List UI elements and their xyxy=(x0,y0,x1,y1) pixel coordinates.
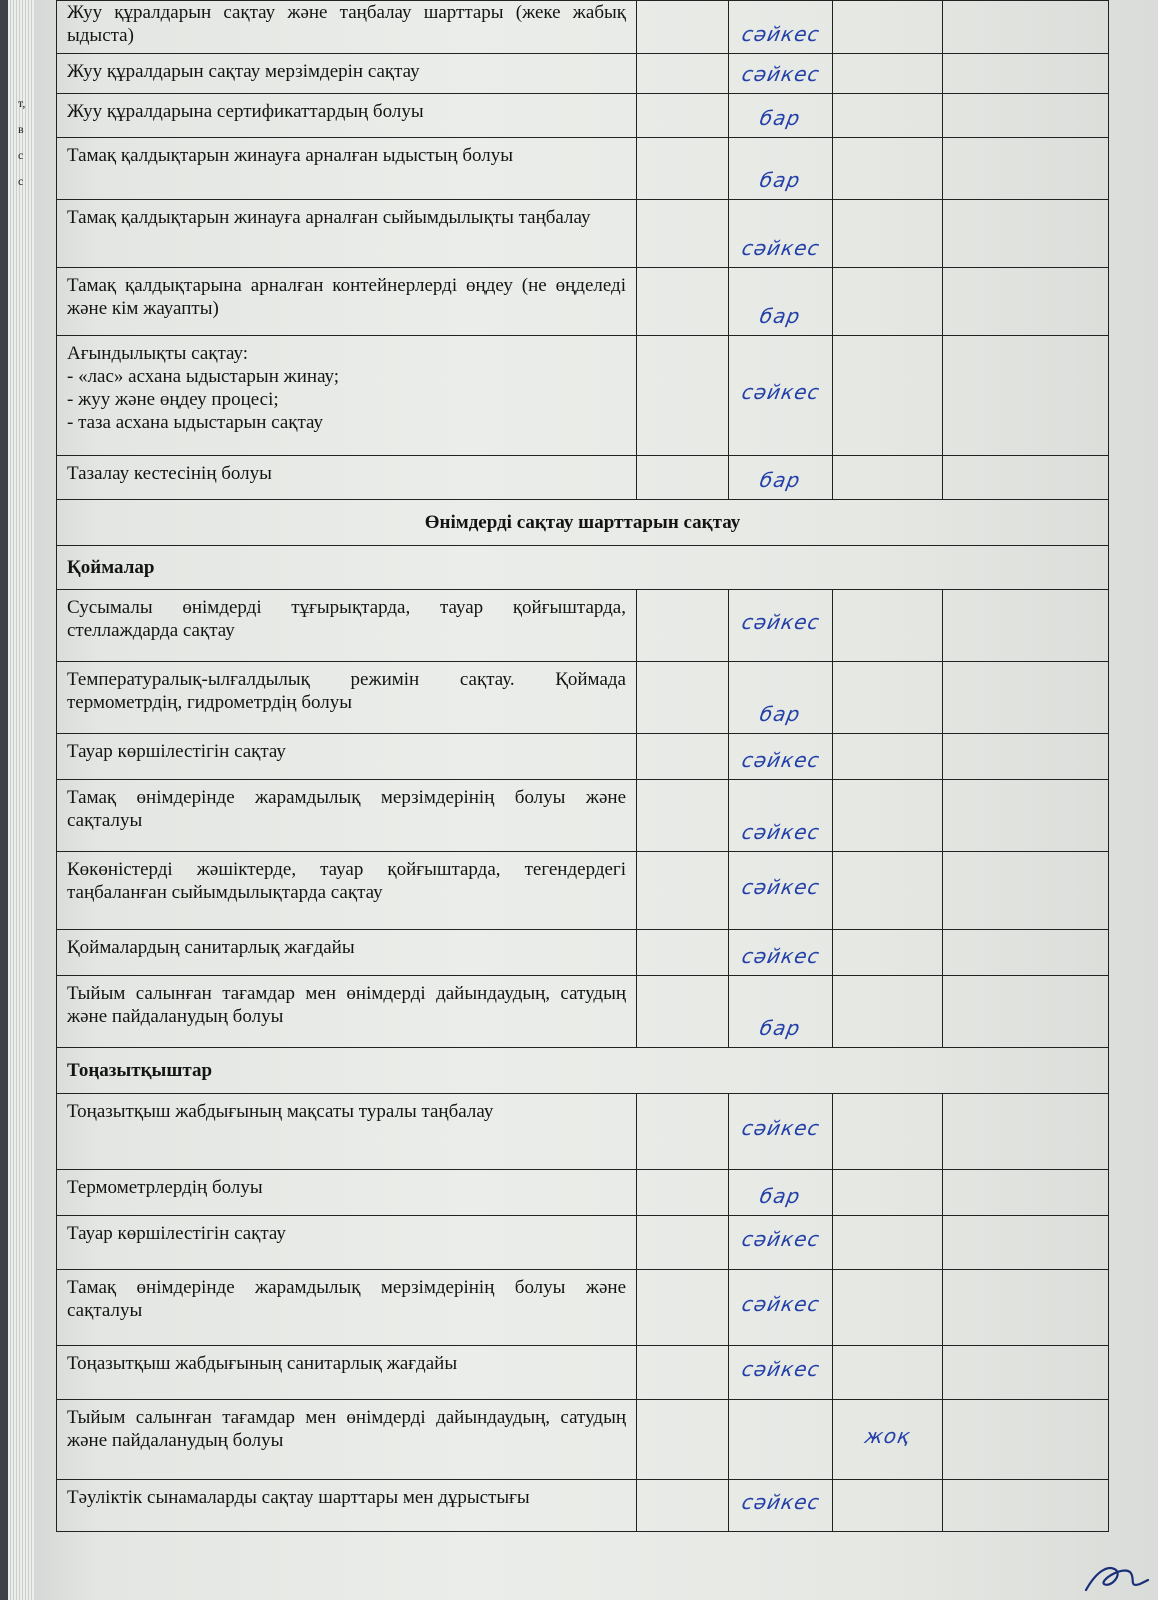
empty-cell xyxy=(637,94,729,138)
compliance-cell xyxy=(729,138,833,200)
table-row xyxy=(57,94,1109,138)
empty-cell xyxy=(637,336,729,456)
table-row xyxy=(57,780,1109,852)
table-row xyxy=(57,930,1109,976)
table-row xyxy=(57,336,1109,456)
empty-cell xyxy=(637,54,729,94)
handwritten-mark: сәйкес xyxy=(739,820,822,844)
criterion-cell xyxy=(57,336,637,456)
table-row xyxy=(57,1,1109,54)
compliance-cell xyxy=(729,1094,833,1170)
notes-cell xyxy=(943,852,1109,930)
empty-cell xyxy=(637,662,729,734)
criterion-cell: Тоңазытқыш жабдығының санитарлық жағдайы xyxy=(57,1346,637,1400)
criterion-cell: Жуу құралдарын сақтау мерзімдерін сақтау xyxy=(57,54,637,94)
noncompliance-cell xyxy=(833,1480,943,1532)
margin-letter: с xyxy=(18,148,24,162)
table-row xyxy=(57,1170,1109,1216)
table-row xyxy=(57,1400,1109,1480)
section-row xyxy=(57,500,1109,546)
criterion-line: - жуу және өңдеу процесі; xyxy=(67,389,279,410)
noncompliance-cell xyxy=(833,1094,943,1170)
margin-letter: в xyxy=(18,122,24,136)
notes-cell xyxy=(943,138,1109,200)
compliance-cell xyxy=(729,200,833,268)
noncompliance-cell xyxy=(833,1216,943,1270)
criterion-cell: Тыйым салынған тағамдар мен өнімдерді дайындаудың, сатудың және пайдаланудың болуы xyxy=(57,1400,637,1480)
empty-cell xyxy=(637,1216,729,1270)
criterion-cell: Жуу құралдарын сақтау және таңбалау шарттары (жеке жабық ыдыста) xyxy=(57,1,637,54)
notes-cell xyxy=(943,456,1109,500)
noncompliance-cell xyxy=(833,1346,943,1400)
empty-cell xyxy=(637,976,729,1048)
margin-letter: с xyxy=(18,174,24,188)
empty-cell xyxy=(637,590,729,662)
table-row xyxy=(57,268,1109,336)
criterion-cell: Температуралық-ылғалдылық режимін сақтау. Қоймада термометрдің, гидрометрдің болуы xyxy=(57,662,637,734)
margin-letter: т, xyxy=(18,96,26,110)
group-title-fridges: Тоңазытқыштар xyxy=(57,1048,1109,1094)
handwritten-mark: бар xyxy=(758,702,803,726)
criterion-cell: Тыйым салынған тағамдар мен өнімдерді дайындаудың, сатудың және пайдаланудың болуы xyxy=(57,976,637,1048)
criterion-cell: Тәуліктік сынамаларды сақтау шарттары мен дұрыстығы xyxy=(57,1480,637,1532)
noncompliance-cell xyxy=(833,590,943,662)
group-title-warehouses: Қоймалар xyxy=(57,546,1109,590)
table-row xyxy=(57,1270,1109,1346)
handwritten-mark: сәйкес xyxy=(739,62,822,86)
criterion-cell: Тоңазытқыш жабдығының мақсаты туралы таңбалау xyxy=(57,1094,637,1170)
compliance-cell xyxy=(729,976,833,1048)
empty-cell xyxy=(637,456,729,500)
table-row xyxy=(57,662,1109,734)
notes-cell xyxy=(943,1216,1109,1270)
notes-cell xyxy=(943,1270,1109,1346)
group-row xyxy=(57,1048,1109,1094)
inspection-table xyxy=(56,0,1109,1532)
notes-cell xyxy=(943,590,1109,662)
handwritten-mark: жоқ xyxy=(862,1423,913,1448)
handwritten-mark: бар xyxy=(758,304,803,328)
compliance-cell xyxy=(729,94,833,138)
table-row xyxy=(57,200,1109,268)
criterion-cell: Тамақ қалдықтарына арналған контейнерлерді өңдеу (не өңделеді және кім жауапты) xyxy=(57,268,637,336)
handwritten-mark: сәйкес xyxy=(739,1291,822,1316)
handwritten-mark: сәйкес xyxy=(739,1489,822,1514)
empty-cell xyxy=(637,1,729,54)
compliance-cell xyxy=(729,1400,833,1480)
margin-letters xyxy=(18,90,32,194)
noncompliance-cell xyxy=(833,336,943,456)
noncompliance-cell xyxy=(833,780,943,852)
notes-cell xyxy=(943,1,1109,54)
compliance-cell xyxy=(729,1346,833,1400)
table-row xyxy=(57,1094,1109,1170)
empty-cell xyxy=(637,1346,729,1400)
noncompliance-cell xyxy=(833,734,943,780)
notes-cell xyxy=(943,780,1109,852)
table-row xyxy=(57,1216,1109,1270)
empty-cell xyxy=(637,138,729,200)
noncompliance-cell xyxy=(833,54,943,94)
handwritten-mark: сәйкес xyxy=(739,236,822,260)
handwritten-mark: бар xyxy=(758,1184,803,1208)
handwritten-mark: сәйкес xyxy=(739,1356,822,1381)
compliance-cell xyxy=(729,734,833,780)
criterion-cell: Тамақ өнімдерінде жарамдылық мерзімдерінің болуы және сақталуы xyxy=(57,1270,637,1346)
empty-cell xyxy=(637,1480,729,1532)
table-row xyxy=(57,54,1109,94)
handwritten-mark: бар xyxy=(758,1016,803,1040)
criterion-line: - таза асхана ыдыстарын сақтау xyxy=(67,412,323,433)
handwritten-mark: сәйкес xyxy=(739,1115,822,1140)
criterion-line: Ағындылықты сақтау: xyxy=(67,343,249,364)
compliance-cell xyxy=(729,780,833,852)
compliance-cell xyxy=(729,1,833,54)
noncompliance-cell xyxy=(833,976,943,1048)
table-row xyxy=(57,456,1109,500)
empty-cell xyxy=(637,1094,729,1170)
criterion-cell: Термометрлердің болуы xyxy=(57,1170,637,1216)
noncompliance-cell xyxy=(833,200,943,268)
compliance-cell xyxy=(729,590,833,662)
notes-cell xyxy=(943,1480,1109,1532)
empty-cell xyxy=(637,1170,729,1216)
notes-cell xyxy=(943,1400,1109,1480)
handwritten-mark: сәйкес xyxy=(739,874,822,899)
empty-cell xyxy=(637,734,729,780)
handwritten-mark: бар xyxy=(758,168,803,192)
notes-cell xyxy=(943,930,1109,976)
notes-cell xyxy=(943,662,1109,734)
empty-cell xyxy=(637,852,729,930)
empty-cell xyxy=(637,780,729,852)
notes-cell xyxy=(943,54,1109,94)
noncompliance-cell xyxy=(833,662,943,734)
noncompliance-cell xyxy=(833,930,943,976)
noncompliance-cell xyxy=(833,138,943,200)
empty-cell xyxy=(637,268,729,336)
criterion-cell: Жуу құралдарына сертификаттардың болуы xyxy=(57,94,637,138)
empty-cell xyxy=(637,200,729,268)
criterion-cell: Тазалау кестесінің болуы xyxy=(57,456,637,500)
criterion-cell: Көкөністерді жәшіктерде, тауар қойғыштарда, тегендердегі таңбаланған сыйымдылықтарда сақтау xyxy=(57,852,637,930)
noncompliance-cell xyxy=(833,1400,943,1480)
section-title: Өнімдерді сақтау шарттарын сақтау xyxy=(57,500,1109,546)
notes-cell xyxy=(943,200,1109,268)
notes-cell xyxy=(943,336,1109,456)
compliance-cell xyxy=(729,1170,833,1216)
adjacent-page-edge xyxy=(8,0,34,1600)
noncompliance-cell xyxy=(833,268,943,336)
criterion-cell: Тамақ қалдықтарын жинауға арналған сыйымдылықты таңбалау xyxy=(57,200,637,268)
empty-cell xyxy=(637,1270,729,1346)
empty-cell xyxy=(637,1400,729,1480)
criterion-cell: Қоймалардың санитарлық жағдайы xyxy=(57,930,637,976)
criterion-cell: Тауар көршілестігін сақтау xyxy=(57,734,637,780)
handwritten-mark: сәйкес xyxy=(739,944,822,968)
compliance-cell xyxy=(729,54,833,94)
criterion-cell: Сусымалы өнімдерді тұғырықтарда, тауар қойғыштарда, стеллаждарда сақтау xyxy=(57,590,637,662)
notes-cell xyxy=(943,976,1109,1048)
handwritten-mark: сәйкес xyxy=(739,1226,822,1251)
compliance-cell xyxy=(729,852,833,930)
table-row xyxy=(57,976,1109,1048)
signature-icon xyxy=(1082,1558,1152,1596)
noncompliance-cell xyxy=(833,94,943,138)
compliance-cell xyxy=(729,268,833,336)
noncompliance-cell xyxy=(833,1270,943,1346)
handwritten-mark: сәйкес xyxy=(739,748,822,772)
noncompliance-cell xyxy=(833,1170,943,1216)
notes-cell xyxy=(943,1170,1109,1216)
handwritten-mark: сәйкес xyxy=(739,379,822,404)
table-row xyxy=(57,1480,1109,1532)
handwritten-mark: сәйкес xyxy=(739,609,822,634)
notes-cell xyxy=(943,1346,1109,1400)
noncompliance-cell xyxy=(833,852,943,930)
compliance-cell xyxy=(729,456,833,500)
criterion-cell: Тамақ өнімдерінде жарамдылық мерзімдерінің болуы және сақталуы xyxy=(57,780,637,852)
notes-cell xyxy=(943,268,1109,336)
table-row xyxy=(57,138,1109,200)
criterion-cell: Тамақ қалдықтарын жинауға арналған ыдыстың болуы xyxy=(57,138,637,200)
notes-cell xyxy=(943,1094,1109,1170)
table-row xyxy=(57,852,1109,930)
empty-cell xyxy=(637,930,729,976)
noncompliance-cell xyxy=(833,456,943,500)
handwritten-mark: бар xyxy=(758,468,803,492)
noncompliance-cell xyxy=(833,1,943,54)
notes-cell xyxy=(943,734,1109,780)
table-row xyxy=(57,734,1109,780)
table-row xyxy=(57,1346,1109,1400)
criterion-cell: Тауар көршілестігін сақтау xyxy=(57,1216,637,1270)
compliance-cell xyxy=(729,1270,833,1346)
compliance-cell xyxy=(729,1216,833,1270)
compliance-cell xyxy=(729,1480,833,1532)
notes-cell xyxy=(943,94,1109,138)
table-row xyxy=(57,590,1109,662)
criterion-line: - «лас» асхана ыдыстарын жинау; xyxy=(67,366,340,387)
compliance-cell xyxy=(729,662,833,734)
handwritten-mark: бар xyxy=(758,106,803,130)
compliance-cell xyxy=(729,930,833,976)
handwritten-mark: сәйкес xyxy=(739,22,822,46)
group-row xyxy=(57,546,1109,590)
compliance-cell xyxy=(729,336,833,456)
